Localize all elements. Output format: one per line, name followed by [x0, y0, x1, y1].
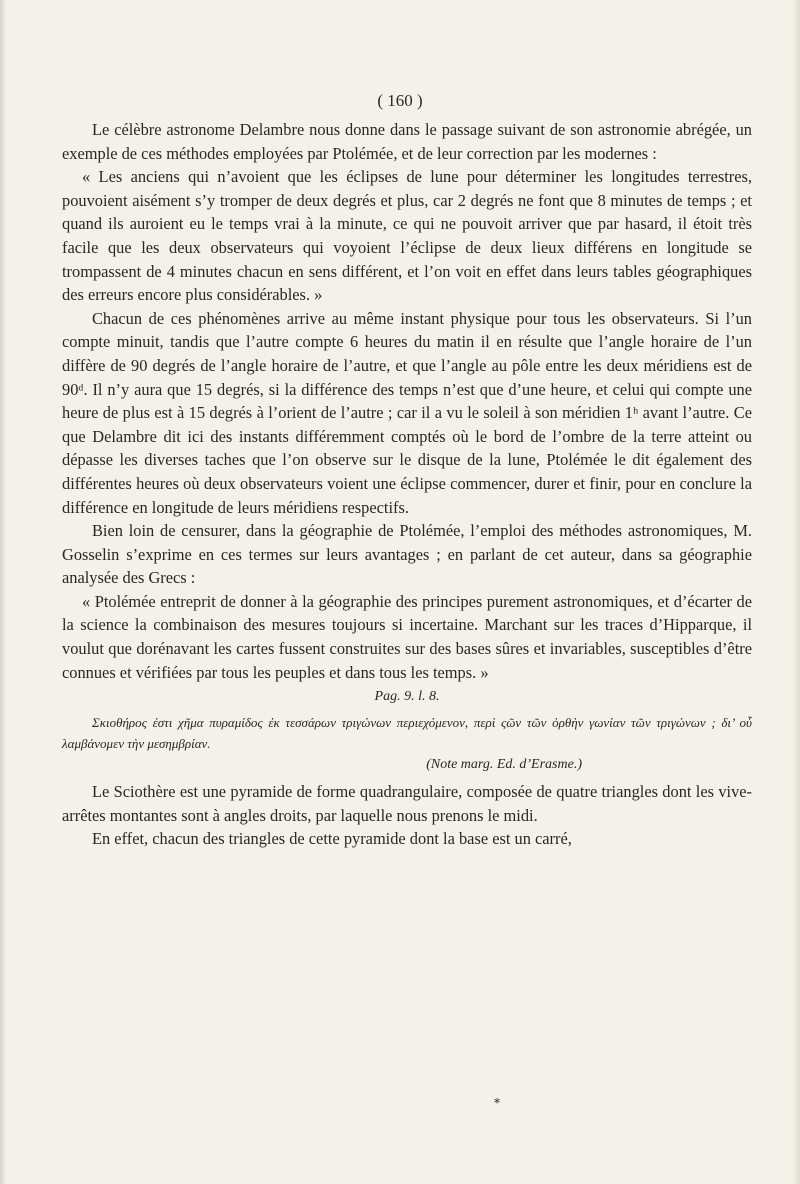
page-edge-left [0, 0, 6, 1184]
stray-mark: ⁎ [494, 1092, 500, 1106]
body-text [62, 118, 752, 851]
page-edge-right [792, 0, 800, 1184]
paragraph-phenomena: Chacun de ces phénomènes arrive au même instant physique pour tous les observateurs. Si l’un compte minuit, tandis que l’autre compte 6 heures du matin il en résulte que l’angle horaire de l’un diffère de 90 degrés de l’angle horaire de l’autre, et que l’angle au pôle entre les deux méridiens est de 90ᵈ. Il n’y aura que 15 degrés, si la différence des temps n’est que d’une heure, et celui qui compte une heure de plus est à 15 degrés à l’orient de l’autre ; car il a vu le soleil à son méridien 1ʰ avant l’autre. Ce que Delambre dit ici des instants différemment comptés où le bord de l’ombre de la terre atteint ou dépasse les diverses taches que l’on observe sur le disque de la lune, Ptolémée le dit également des différentes heures où deux observateurs voient une éclipse commencer, durer et finir, pour en conclure la différence en longitude de leurs méridiens respectifs. [62, 308, 752, 517]
paragraph-sciothere: Le Sciothère est une pyramide de forme quadrangulaire, composée de quatre triangles dont les vive-arrêtes montantes sont à angles droits, par laquelle nous prenons le midi. [62, 782, 752, 825]
paragraph-gosselin: Bien loin de censurer, dans la géographie de Ptolémée, l’emploi des méthodes astronomiques, M. Gosselin s’exprime en ces termes sur leurs avantages ; en parlant de cet auteur, dans sa géographie analysée des Grecs : [62, 521, 752, 588]
greek-quotation: Σκιοθήρος ἐστι χῆμα πυραμίδος ἐκ τεσσάρων τριγώνων περιεχόμενον, περὶ ςῶν τῶν ὀρθὴν γωνίαν τῶν τριγώνων ; δι’ οὗ λαμβάνομεν τὴν μεσημβρίαν. [62, 715, 752, 752]
page-number: ( 160 ) [377, 91, 423, 110]
marginal-note: (Note marg. Ed. d’Erasme.) [426, 757, 582, 773]
page-reference: Pag. 9. l. 8. [374, 689, 440, 705]
paragraph-delambre-quote: « Les anciens qui n’avoient que les éclipses de lune pour déterminer les longitudes terrestres, pouvoient aisément s’y tromper de deux degrés et plus, car 2 degrés ne font que 8 minutes de temps ; et quand ils auroient eu le temps vrai à la minute, ce qui ne pouvoit arriver que par hasard, il étoit très facile que les deux observateurs qui voyoient l’éclipse de deux lieux différens en longitude se trompassent de 4 minutes chacun en sens différent, et l’on voit en effet dans leurs tables géographiques des erreurs encore plus considérables. » [62, 167, 752, 305]
paragraph-effect: En effet, chacun des triangles de cette pyramide dont la base est un carré, [92, 829, 572, 849]
paragraph-intro: Le célèbre astronome Delambre nous donne dans le passage suivant de son astronomie abrégée, un exemple de ces méthodes employées par Ptolémée, et de leur correction par les modernes : [62, 120, 752, 163]
paragraph-gosselin-quote: « Ptolémée entreprit de donner à la géographie des principes purement astronomiques, et d’écarter de la science la combinaison des mesures toujours si incertaine. Marchant sur les traces d’Hipparque, il voulut que dorénavant les cartes fussent construites sur des bases sûres et invariables, susceptibles d’être connues et vérifiées par tous les peuples et dans tous les temps. » [62, 591, 752, 682]
